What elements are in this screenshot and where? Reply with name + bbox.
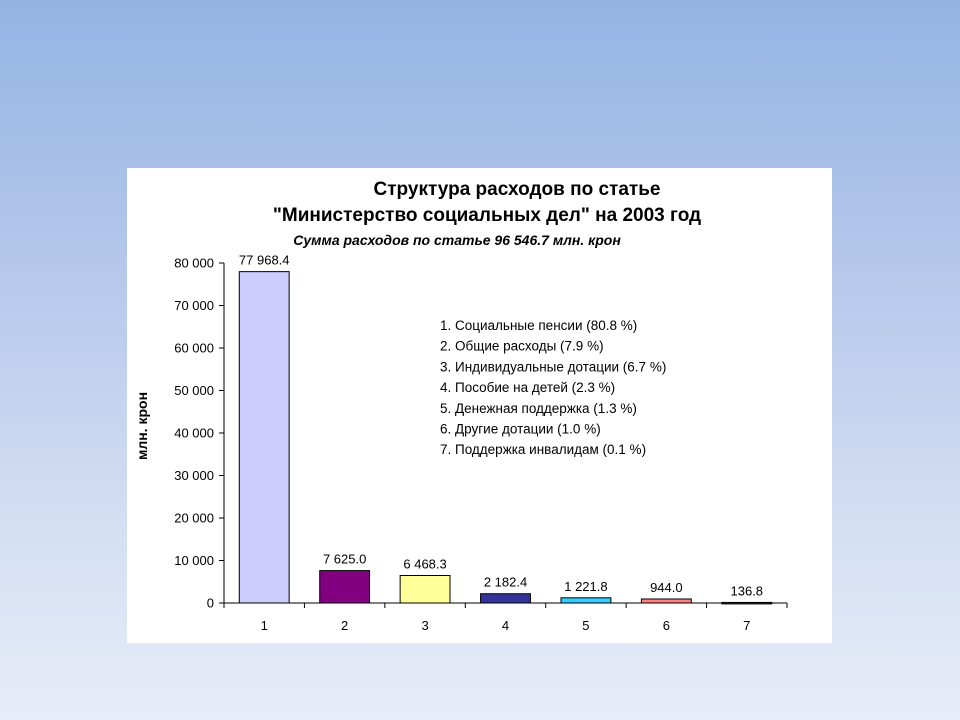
legend-item-6: 6. Другие дотации (1.0 %) [440, 421, 601, 437]
x-tick-label-6: 6 [662, 618, 670, 633]
bar-1 [239, 272, 289, 603]
legend-item-5: 5. Денежная поддержка (1.3 %) [440, 400, 637, 416]
x-tick-label-2: 2 [341, 618, 349, 633]
bar-2 [320, 571, 370, 603]
x-tick-label-7: 7 [743, 618, 751, 633]
bar-3 [400, 576, 450, 603]
data-label-6: 944.0 [650, 579, 683, 595]
data-label-3: 6 468.3 [403, 556, 447, 572]
y-axis-label: млн. крон [134, 391, 150, 461]
legend-item-1: 1. Социальные пенсии (80.8 %) [440, 318, 638, 333]
expense-bar-chart [127, 168, 832, 643]
legend-item-3: 3. Индивидуальные дотации (6.7 %) [440, 359, 667, 375]
y-tick-label: 70 000 [174, 298, 214, 313]
legend-item-4: 4. Пособие на детей (2.3 %) [440, 380, 616, 396]
data-label-1: 77 968.4 [238, 252, 290, 268]
chart-title [273, 179, 701, 226]
legend [440, 318, 666, 457]
bar-7 [722, 602, 772, 604]
legend-item-2: 2. Общие расходы (7.9 %) [440, 338, 604, 354]
chart-panel [127, 168, 832, 643]
y-tick-label: 40 000 [174, 425, 214, 441]
data-label-7: 136.8 [730, 583, 764, 599]
bar-4 [481, 594, 531, 603]
x-tick-label-4: 4 [501, 618, 510, 633]
data-label-5: 1 221.8 [564, 578, 608, 594]
chart-subtitle: Сумма расходов по статье 96 546.7 млн. крон [293, 232, 621, 248]
data-label-4: 2 182.4 [483, 574, 528, 590]
y-tick-label: 50 000 [174, 383, 214, 398]
legend-item-7: 7. Поддержка инвалидам (0.1 %) [440, 442, 647, 458]
chart-title-line-2: "Министерство социальных дел" на 2003 год [272, 205, 702, 226]
x-tick-label-1: 1 [260, 618, 268, 633]
y-tick-label: 30 000 [174, 468, 214, 483]
data-label-2: 7 625.0 [322, 551, 367, 567]
x-tick-label-5: 5 [582, 618, 590, 633]
y-tick-label: 0 [206, 595, 214, 611]
bar-6 [641, 599, 691, 603]
bar-5 [561, 598, 611, 603]
chart-title-line-1: Структура расходов по статье [373, 179, 661, 200]
y-tick-label: 10 000 [174, 553, 214, 568]
y-tick-label: 20 000 [174, 510, 214, 526]
x-tick-label-3: 3 [421, 618, 429, 633]
y-tick-label: 60 000 [174, 340, 214, 356]
y-tick-label: 80 000 [174, 255, 214, 271]
